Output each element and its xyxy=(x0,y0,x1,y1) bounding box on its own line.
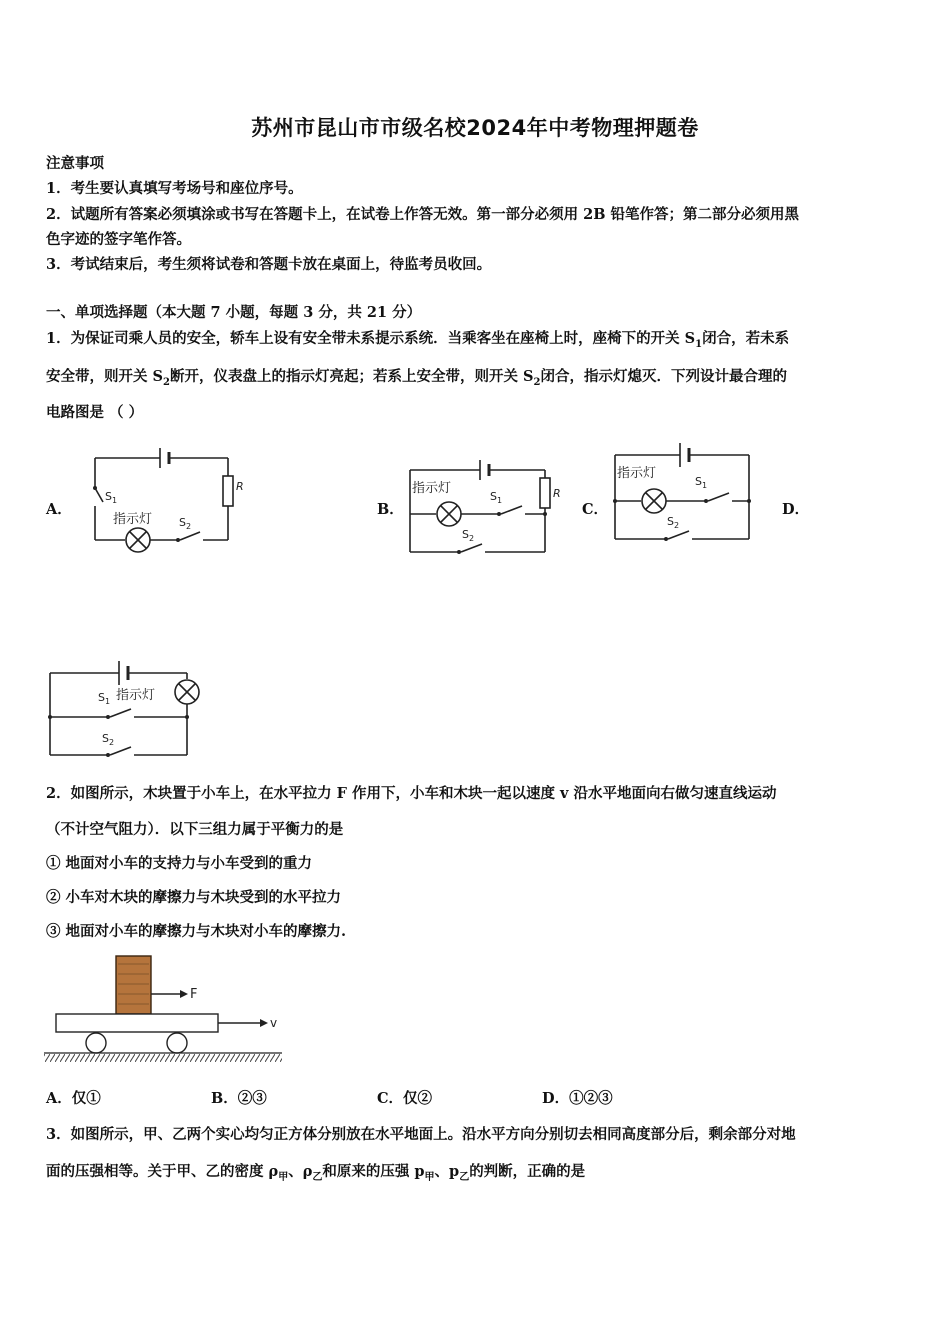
wood-block xyxy=(116,956,151,1014)
q2-option-c[interactable]: C．仅② xyxy=(377,1090,433,1107)
q1-line-1: 1．为保证司乘人员的安全，轿车上设有安全带未系提示系统．当乘客坐在座椅上时，座椅下的开关 $S_1$闭合，若未系 xyxy=(46,330,790,350)
q3-line-1: 3．如图所示，甲、乙两个实心均匀正方体分别放在水平地面上。沿水平方向分别切去相同高度部分后，剩余部分对地 xyxy=(46,1126,796,1143)
q1-option-b[interactable]: B． xyxy=(377,501,404,518)
velocity-label: v xyxy=(270,1016,278,1030)
lamp-label: 指示灯 xyxy=(113,512,153,527)
q2-line-1: 2．如图所示，木块置于小车上，在水平拉力 F 作用下，小车和木块一起以速度 v 沿水平地面向右做匀速直线运动 xyxy=(46,785,777,802)
section-heading: 一、单项选择题（本大题 7 小题，每题 3 分，共 21 分） xyxy=(46,304,422,321)
switch-s2-label: $S_2$ xyxy=(462,528,475,543)
notice-item-1: 1．考生要认真填写考场号和座位序号。 xyxy=(46,180,303,197)
q1-line-3: 电路图是 （ ） xyxy=(46,404,144,421)
q2-line-2: （不计空气阻力）．以下三组力属于平衡力的是 xyxy=(46,821,344,838)
circuit-diagram-d xyxy=(40,655,205,765)
cart-wheel xyxy=(167,1033,187,1053)
q2-item-2: ② 小车对木块的摩擦力与木块受到的水平拉力 xyxy=(46,889,342,906)
switch-s1-label: $S_1$ xyxy=(105,490,118,505)
circuit-diagram-b xyxy=(400,452,575,562)
cart-block-figure xyxy=(40,950,290,1065)
switch-s1-label: $S_1$ xyxy=(695,475,708,490)
lamp-label: 指示灯 xyxy=(116,688,156,703)
switch-s2-label: $S_2$ xyxy=(179,516,192,531)
q2-option-d[interactable]: D．①②③ xyxy=(542,1090,613,1107)
q1-option-c[interactable]: C． xyxy=(582,501,609,518)
switch-s1-label: $S_1$ xyxy=(490,490,503,505)
ground-hatching xyxy=(44,1054,282,1062)
circuit-diagram-c xyxy=(605,435,760,550)
switch-s2-label: $S_2$ xyxy=(102,732,115,747)
q3-line-2: 面的压强相等。关于甲、乙的密度 $\rho_甲$、$\rho_乙$和原来的压强 $p_甲$、$p_乙$的判断，正确的是 xyxy=(46,1163,586,1183)
force-label: F xyxy=(190,987,198,1002)
resistor-label: R xyxy=(236,480,244,493)
switch-s1-label: $S_1$ xyxy=(98,691,111,706)
q1-line-2: 安全带，则开关 $S_2$断开，仪表盘上的指示灯亮起；若系上安全带，则开关 $S_2$闭合，指示灯熄灭．下列设计最合理的 xyxy=(46,368,787,388)
q1-option-d[interactable]: D． xyxy=(782,501,810,518)
q2-item-1: ① 地面对小车的支持力与小车受到的重力 xyxy=(46,855,313,872)
page-title: 苏州市昆山市市级名校2024年中考物理押题卷 xyxy=(251,116,699,140)
lamp-label: 指示灯 xyxy=(617,466,657,481)
q2-option-b[interactable]: B．②③ xyxy=(211,1090,267,1107)
notice-item-2-cont: 色字迹的签字笔作答。 xyxy=(46,231,191,248)
resistor-label: R xyxy=(553,487,561,500)
switch-s2-label: $S_2$ xyxy=(667,515,680,530)
q2-option-a[interactable]: A．仅① xyxy=(46,1090,101,1107)
cart-wheel xyxy=(86,1033,106,1053)
cart-body xyxy=(56,1014,218,1032)
lamp-label: 指示灯 xyxy=(412,481,452,496)
notice-heading: 注意事项 xyxy=(46,155,104,172)
q2-item-3: ③ 地面对小车的摩擦力与木块对小车的摩擦力. xyxy=(46,923,347,940)
circuit-diagram-a xyxy=(85,440,245,560)
notice-item-3: 3．考试结束后，考生须将试卷和答题卡放在桌面上，待监考员收回。 xyxy=(46,256,492,273)
notice-item-2: 2．试题所有答案必须填涂或书写在答题卡上，在试卷上作答无效。第一部分必须用 2B 铅笔作答；第二部分必须用黑 xyxy=(46,206,800,223)
q1-option-a[interactable]: A． xyxy=(46,501,72,518)
